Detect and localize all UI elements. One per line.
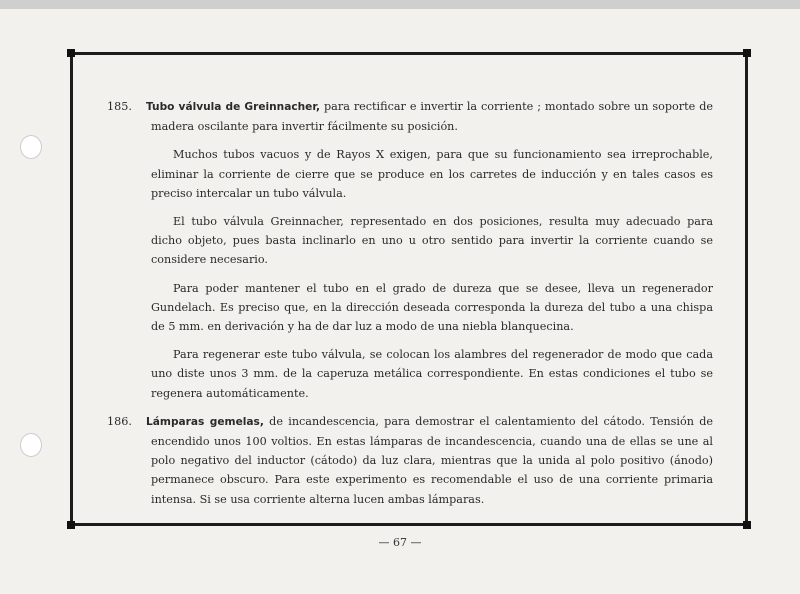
binder-hole-top xyxy=(20,135,42,159)
entry-lead-text: de incandescencia, para demostrar el calentamiento del cátodo. Tensión de encendido unos 100 voltios. En estas lámparas de incandescencia, cuando una de ellas se une al polo negativo del inductor (cátodo) da luz clara, mientras que la unida al polo positivo (ánodo) permanece obscuro. Para este experimento es recomendable el uso de una corriente primaria intensa. Si se usa corriente alterna lucen ambas lámparas. xyxy=(151,414,713,506)
catalog-text xyxy=(107,97,713,509)
entry-lead-paragraph xyxy=(146,412,713,509)
frame-corner-mark xyxy=(743,49,751,57)
catalog-entry-185 xyxy=(107,97,713,403)
frame-corner-mark xyxy=(743,521,751,529)
frame-left-rule xyxy=(70,52,73,526)
frame-right-rule xyxy=(745,52,748,526)
page-number: — 67 — xyxy=(378,536,422,549)
binder-hole-bottom xyxy=(20,433,42,457)
entry-paragraph: Muchos tubos vacuos y de Rayos X exigen, para que su funcionamiento sea irreprochable, eliminar la corriente de cierre que se produce en los carretes de inducción y en tales casos es preciso intercalar un tubo válvula. xyxy=(151,148,713,200)
catalog-entry-186 xyxy=(107,412,713,509)
frame-top-rule xyxy=(70,52,748,55)
frame-corner-mark xyxy=(67,49,75,57)
entry-lead-text: para rectificar e invertir la corriente ; montado sobre un soporte de madera oscilante para invertir fácilmente su posición. xyxy=(151,100,713,134)
frame-bottom-rule xyxy=(70,523,748,526)
frame-corner-mark xyxy=(67,521,75,529)
entry-paragraph: Para regenerar este tubo válvula, se colocan los alambres del regenerador de modo que cada uno diste unos 3 mm. de la caperuza metálica correspondiente. En estas condiciones el tubo se regenera automáticamente. xyxy=(151,348,713,400)
entry-lead-paragraph xyxy=(146,97,713,136)
scan-top-edge xyxy=(0,0,800,9)
entry-number: 185. xyxy=(107,100,132,113)
entry-title: Lámparas gemelas, xyxy=(146,415,264,428)
entry-title: Tubo válvula de Greinnacher, xyxy=(146,101,321,113)
entry-paragraph: El tubo válvula Greinnacher, representado en dos posiciones, resulta muy adecuado para dicho objeto, pues basta inclinarlo en uno u otro sentido para invertir la corriente cuando se considere necesario. xyxy=(151,215,713,267)
entry-paragraph: Para poder mantener el tubo en el grado de dureza que se desee, lleva un regenerador Gundelach. Es preciso que, en la dirección deseada corresponda la dureza del tubo a una chispa de 5 mm. en derivación y ha de dar luz a modo de una niebla blanquecina. xyxy=(151,281,713,334)
entry-number: 186. xyxy=(107,414,132,428)
